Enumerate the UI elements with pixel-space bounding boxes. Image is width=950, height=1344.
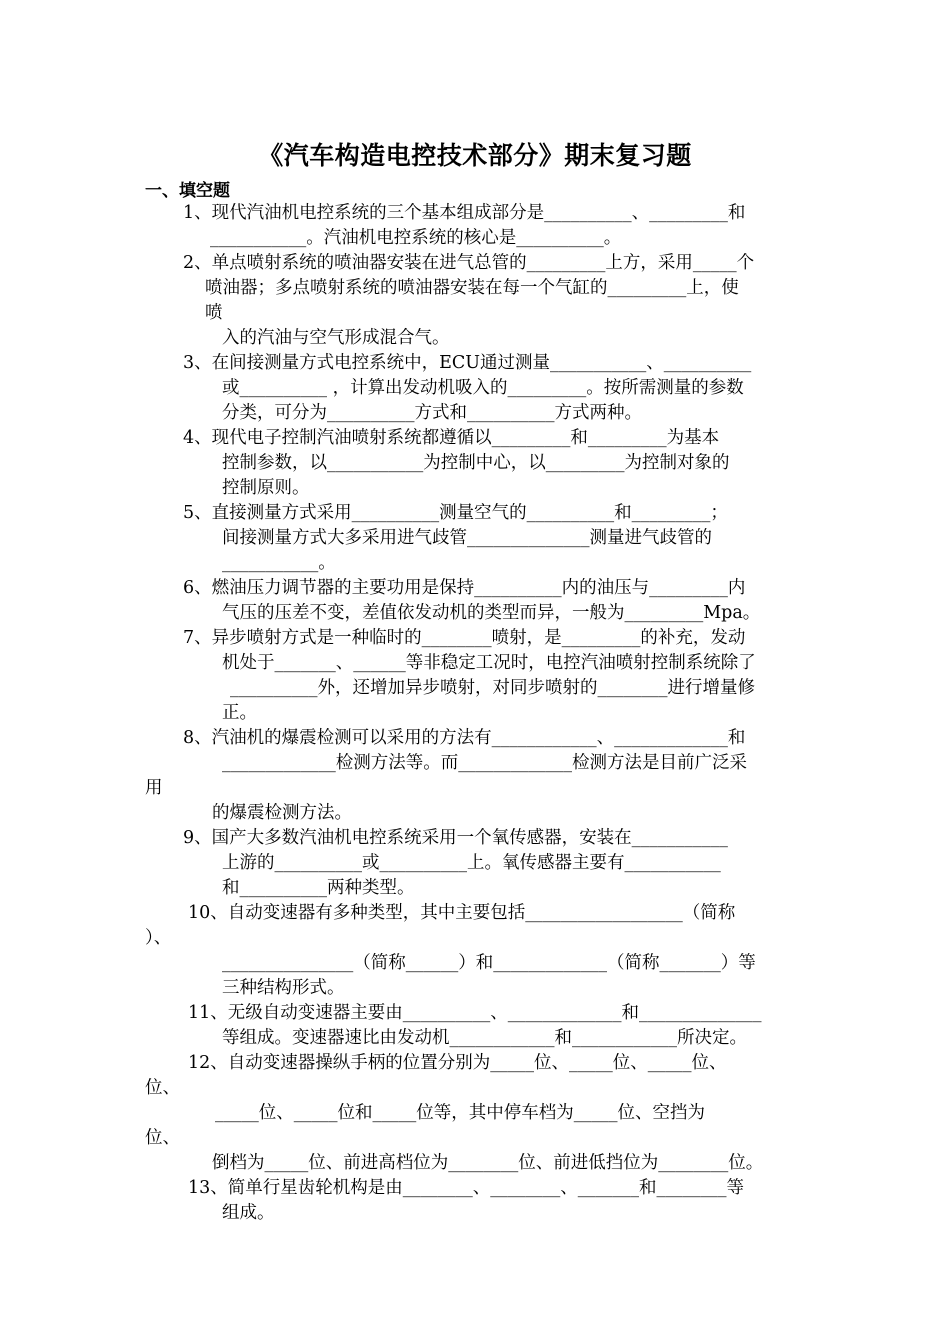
- text-line: 等组成。变速器速比由发动机____________和____________所决定。: [222, 1028, 747, 1048]
- text-line: 11、无级自动变速器主要由__________、_____________和______________: [188, 1003, 762, 1023]
- text-line: 位、: [145, 1078, 180, 1098]
- text-line: 气压的压差不变，差值依发动机的类型而异，一般为_________Mpa。: [222, 603, 761, 623]
- text-line: 控制原则。: [222, 478, 310, 498]
- text-line: _____位、_____位和_____位等，其中停车档为_____位、空挡为: [215, 1103, 705, 1123]
- text-line: 和__________两种类型。: [222, 878, 415, 898]
- text-line: __________外，还增加异步喷射，对同步喷射的________进行增量修: [230, 678, 755, 698]
- text-line: 用: [145, 778, 163, 798]
- text-line: 控制参数，以___________为控制中心，以_________为控制对象的: [222, 453, 730, 473]
- text-line: 3、在间接测量方式电控系统中，ECU通过测量___________、__________: [183, 353, 752, 373]
- text-line: 上游的__________或__________上。氧传感器主要有___________: [222, 853, 721, 873]
- text-line: ___________。汽油机电控系统的核心是__________。: [210, 228, 622, 248]
- text-line: 6、燃油压力调节器的主要功用是保持__________内的油压与_________内: [183, 578, 746, 598]
- text-line: 2、单点喷射系统的喷油器安装在进气总管的_________上方，采用_____个: [183, 253, 755, 273]
- text-line: 三种结构形式。: [222, 978, 345, 998]
- text-line: 或__________ ，计算出发动机吸入的_________。按所需测量的参数: [222, 378, 744, 398]
- document-title: 《汽车构造电控技术部分》期末复习题: [258, 141, 692, 170]
- text-line: 8、汽油机的爆震检测可以采用的方法有____________、_____________和: [183, 728, 746, 748]
- text-line: 4、现代电子控制汽油喷射系统都遵循以_________和_________为基本: [183, 428, 720, 448]
- text-line: 分类，可分为__________方式和__________方式两种。: [222, 403, 642, 423]
- text-line: 组成。: [222, 1203, 275, 1223]
- text-line: 机处于_______、______等非稳定工况时，电控汽油喷射控制系统除了: [222, 653, 756, 673]
- text-line: 7、异步喷射方式是一种临时的________喷射，是_________的补充，发动: [183, 628, 746, 648]
- text-line: 12、自动变速器操纵手柄的位置分别为_____位、_____位、_____位、: [188, 1053, 727, 1073]
- text-line: 10、自动变速器有多种类型，其中主要包括__________________（简称: [188, 903, 736, 923]
- text-line: 的爆震检测方法。: [212, 803, 352, 823]
- text-line: ）、: [145, 928, 172, 948]
- text-line: 入的汽油与空气形成混合气。: [222, 328, 450, 348]
- text-line: _____________检测方法等。而_____________检测方法是目前广泛采: [222, 753, 747, 773]
- text-line: 13、简单行星齿轮机构是由________、________、_______和________等: [188, 1178, 745, 1198]
- text-line: 喷: [205, 303, 223, 323]
- text-line: _______________（简称______）和_____________（简称_______）等: [222, 953, 756, 973]
- text-line: 间接测量方式大多采用进气歧管______________测量进气歧管的: [222, 528, 712, 548]
- text-line: 位、: [145, 1128, 180, 1148]
- text-line: 倒档为_____位、前进高档位为________位、前进低挡位为________位。: [212, 1153, 764, 1173]
- text-line: 正。: [222, 703, 257, 723]
- text-line: 5、直接测量方式采用__________测量空气的__________和_________；: [183, 503, 728, 523]
- text-line: ___________。: [222, 553, 336, 573]
- text-line: 1、现代汽油机电控系统的三个基本组成部分是__________、_________和: [183, 203, 746, 223]
- text-line: 9、国产大多数汽油机电控系统采用一个氧传感器，安装在___________: [183, 828, 728, 848]
- text-line: 喷油器；多点喷射系统的喷油器安装在每一个气缸的_________上，使: [205, 278, 739, 298]
- section-heading: 一、填空题: [145, 181, 230, 201]
